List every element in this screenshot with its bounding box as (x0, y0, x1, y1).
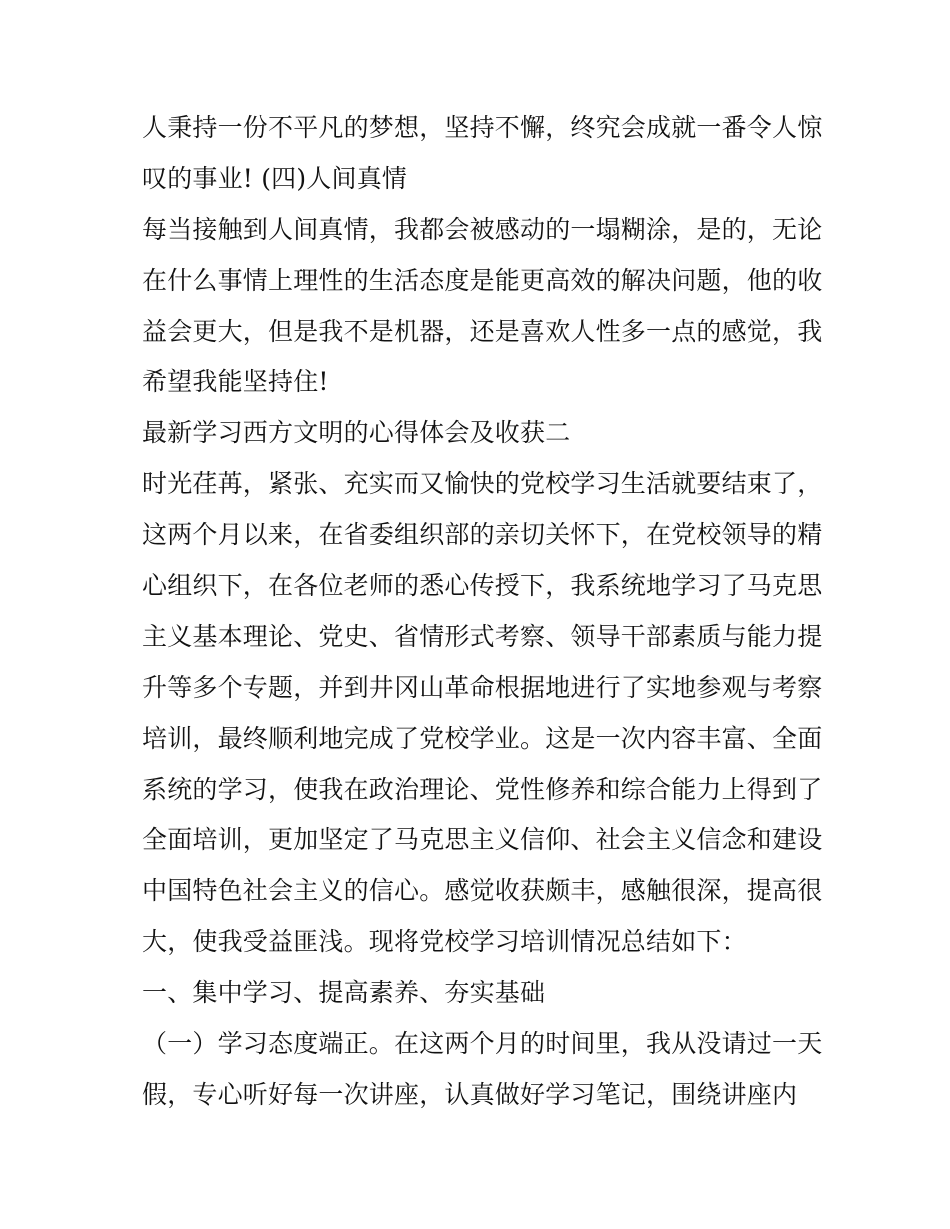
text-line: 益会更大，但是我不是机器，还是喜欢人性多一点的感觉，我 (142, 316, 822, 346)
text-line: 时光荏苒，紧张、充实而又愉快的党校学习生活就要结束了， (142, 469, 822, 499)
text-line: 系统的学习，使我在政治理论、党性修养和综合能力上得到了 (142, 774, 822, 804)
text-line: 在什么事情上理性的生活态度是能更高效的解决问题，他的收 (142, 265, 822, 295)
text-line: 大，使我受益匪浅。现将党校学习培训情况总结如下： (142, 927, 747, 957)
text-line: 这两个月以来，在省委组织部的亲切关怀下，在党校领导的精 (142, 520, 822, 550)
section-heading: 最新学习西方文明的心得体会及收获二 (142, 418, 571, 448)
text-line: 全面培训，更加坚定了马克思主义信仰、社会主义信念和建设 (142, 825, 822, 855)
text-line: 希望我能坚持住! (142, 367, 329, 397)
text-line: 主义基本理论、党史、省情形式考察、领导干部素质与能力提 (142, 621, 822, 651)
text-line: 升等多个专题，并到井冈山革命根据地进行了实地参观与考察 (142, 672, 822, 702)
text-line: 叹的事业! (四)人间真情 (142, 163, 408, 193)
text-line: 人秉持一份不平凡的梦想，坚持不懈，终究会成就一番令人惊 (142, 113, 822, 142)
text-line: 每当接触到人间真情，我都会被感动的一塌糊涂，是的，无论 (142, 214, 822, 244)
text-line: 假，专心听好每一次讲座，认真做好学习笔记，围绕讲座内 (142, 1079, 798, 1109)
text-line: 培训，最终顺利地完成了党校学业。这是一次内容丰富、全面 (142, 723, 822, 753)
text-line: （一）学习态度端正。在这两个月的时间里，我从没请过一天 (142, 1029, 822, 1059)
text-line: 中国特色社会主义的信心。感觉收获颇丰，感触很深，提高很 (142, 876, 822, 906)
section-heading: 一、集中学习、提高素养、夯实基础 (142, 978, 546, 1008)
document-body (142, 103, 822, 1121)
text-line: 心组织下，在各位老师的悉心传授下，我系统地学习了马克思 (142, 571, 822, 601)
